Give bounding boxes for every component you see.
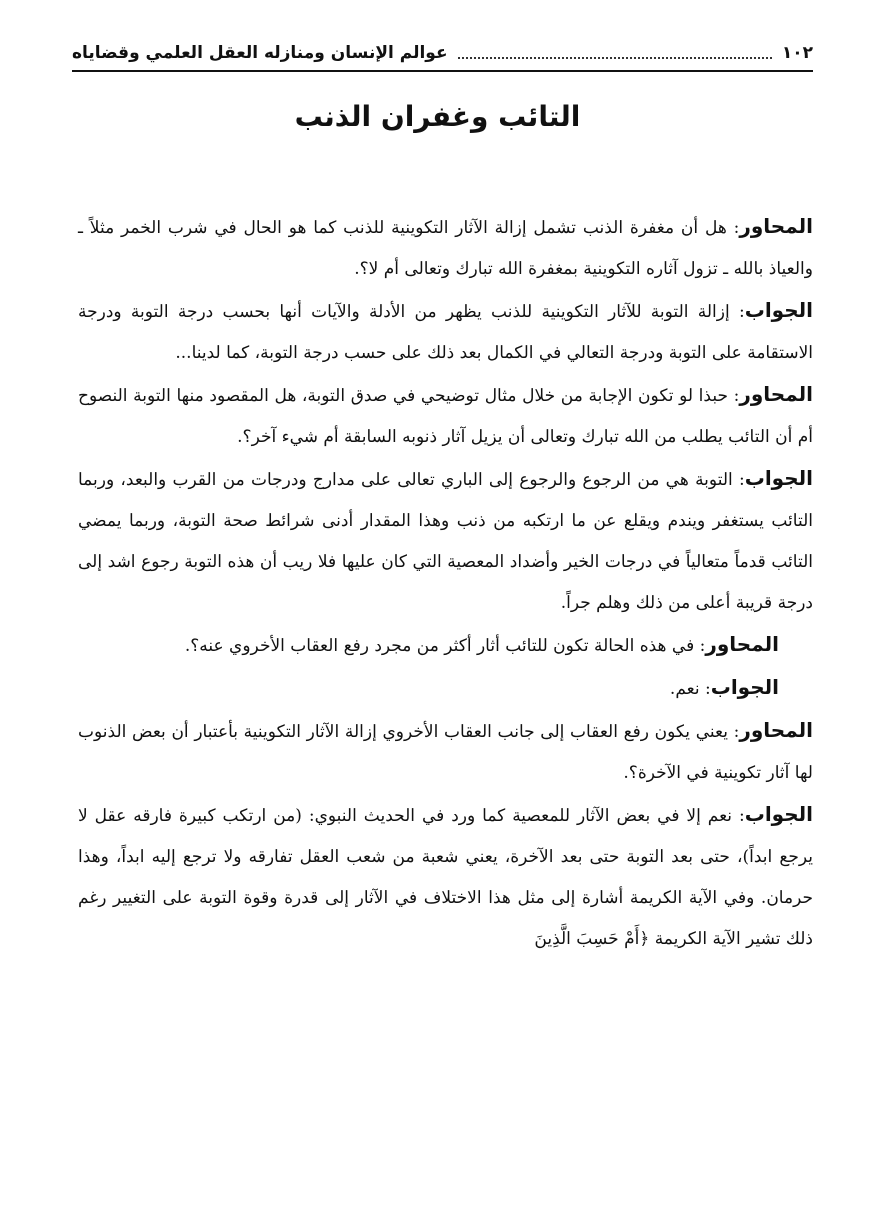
running-header <box>72 36 813 72</box>
dialogue-paragraph <box>78 710 813 794</box>
dialogue-paragraph <box>78 458 813 624</box>
dialogue-text: : نعم إلا في بعض الآثار للمعصية كما ورد في الحديث النبوي: (من ارتكب كبيرة فارقه عقل لا يرجع ابداً)، حتى بعد التوبة حتى بعد الآخرة، يعني شعبة من شعب العقل تفارقه ولا ترجع إليه ابداً، وهذا حرمان. وفي الآية الكريمة أشارة إلى مثل هذا الاختلاف في الآثار إلى قدرة وقوة التوبة على التغيير رغم ذلك تشير الآية الكريمة ﴿أَمْ حَسِبَ الَّذِينَ <box>78 806 813 949</box>
dialogue-text: : التوبة هي من الرجوع والرجوع إلى الباري تعالى على مدارج ودرجات من القرب والبعد، وربما التائب يستغفر ويندم ويقلع عن ما ارتكبه من ذنب وهذا المقدار أدنى شرائط صحة التوبة، وربما يمضي التائب قدماً متعالياً في درجات الخير وأضداد المعصية التي كان عليها فلا ريب أن هذه التوبة رجوع اشد إلى درجة قريبة أعلى من ذلك وهلم جراً. <box>78 470 813 613</box>
dialogue-paragraph <box>78 290 813 374</box>
dialogue-text: : إزالة التوبة للآثار التكوينية للذنب يظهر من الأدلة والآيات أنها بحسب درجة التوبة ودرجة الاستقامة على التوبة ودرجة التعالي في الكمال بعد ذلك على حسب درجة التوبة، كما لدينا... <box>78 302 813 363</box>
dialogue-text: : هل أن مغفرة الذنب تشمل إزالة الآثار التكوينية للذنب كما هو الحال في شرب الخمر مثلاً ـ والعياذ بالله ـ تزول آثاره التكوينية بمغفرة الله تبارك وتعالى أم لا؟. <box>78 218 813 279</box>
speaker-label: الجواب <box>710 675 779 699</box>
dialogue-text: : يعني يكون رفع العقاب إلى جانب العقاب الأخروي إزالة الآثار التكوينية بأعتبار أن بعض الذنوب لها آثار تكوينية في الآخرة؟. <box>78 722 813 783</box>
chapter-title: التائب وغفران الذنب <box>294 100 581 133</box>
speaker-label: الجواب <box>744 298 813 322</box>
speaker-label: الجواب <box>744 802 813 826</box>
dialogue-paragraph <box>78 374 813 458</box>
dialogue-text: : حبذا لو تكون الإجابة من خلال مثال توضيحي في صدق التوبة، هل المقصود منها التوبة النصوح أم أن التائب يطلب من الله تبارك وتعالى أن يزيل آثار ذنوبه السابقة أم شيء آخر؟. <box>78 386 813 447</box>
dialogue-text: : نعم. <box>669 679 711 699</box>
dialogue-body <box>78 206 813 960</box>
page-number: ١٠٢ <box>781 43 813 63</box>
speaker-label: المحاور <box>705 632 779 656</box>
speaker-label: المحاور <box>739 718 813 742</box>
dialogue-paragraph <box>78 206 813 290</box>
dialogue-paragraph <box>78 667 813 710</box>
dialogue-paragraph <box>78 794 813 960</box>
speaker-label: المحاور <box>739 382 813 406</box>
speaker-label: المحاور <box>739 214 813 238</box>
header-dotted-leader <box>458 47 772 59</box>
book-title: عوالم الإنسان ومنازله العقل العلمي وقضاياه <box>72 43 448 63</box>
dialogue-text: : في هذه الحالة تكون للتائب أثار أكثر من مجرد رفع العقاب الأخروي عنه؟. <box>184 636 706 656</box>
dialogue-paragraph <box>78 624 813 667</box>
speaker-label: الجواب <box>744 466 813 490</box>
